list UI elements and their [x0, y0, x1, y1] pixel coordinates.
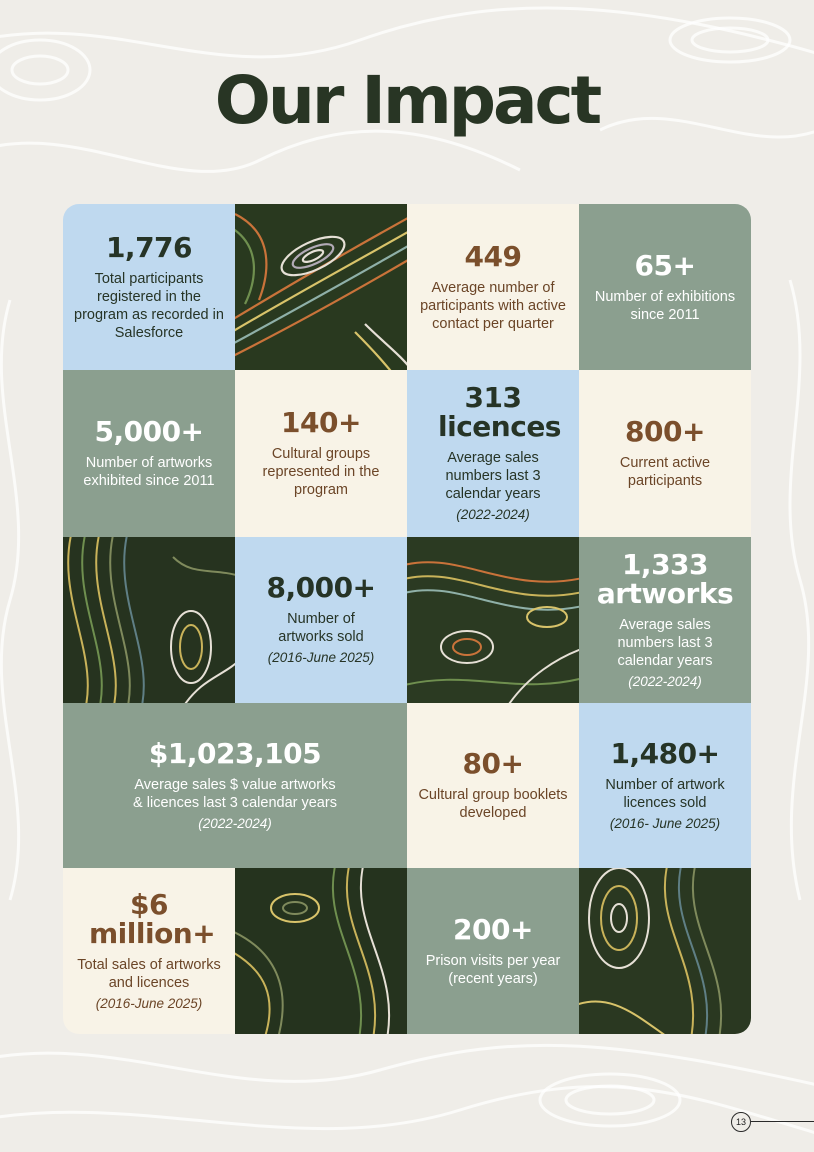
stat-value: 313 licences [438, 381, 561, 443]
stat-description: Average number of participants with active contact per quarter [420, 279, 566, 332]
artwork-3-painting [407, 537, 579, 703]
footer-rule [751, 1121, 814, 1122]
artwork-3 [407, 537, 579, 703]
stat-value: 1,333 artworks [596, 547, 734, 610]
stat-description: Average sales numbers last 3 calendar years [445, 450, 541, 502]
stat-tile-artworks-sold [235, 537, 407, 703]
stat-value: $1,023,105 [148, 736, 322, 770]
stat-value: 5,000+ [94, 415, 204, 448]
page-number: 13 [731, 1112, 751, 1132]
artwork-1-painting [235, 204, 407, 370]
stat-description: Cultural group booklets developed [418, 787, 568, 821]
stat-tile-cultural-groups [235, 370, 407, 537]
stat-tile-artworks-exhibited [63, 370, 235, 537]
stat-value: 800+ [625, 415, 705, 448]
stat-value: 8,000+ [266, 571, 376, 604]
stat-description: Number of artwork licences sold [605, 776, 725, 811]
artwork-2-painting [63, 537, 235, 703]
stat-description: Number of artworks sold [278, 611, 364, 645]
stat-description: Current active participants [619, 455, 711, 489]
stat-value: $6 million+ [89, 887, 216, 950]
stat-note: (2022-2024) [628, 673, 702, 689]
stat-tile-exhibitions [579, 204, 751, 370]
impact-stats-grid [63, 204, 751, 1034]
stat-description: Number of exhibitions since 2011 [594, 288, 736, 323]
stat-tile-artworks-average [579, 537, 751, 703]
stat-description: Number of artworks exhibited since 2011 [83, 455, 215, 489]
artwork-5-painting [579, 868, 751, 1034]
page-footer [731, 1112, 814, 1132]
stat-note: (2016-June 2025) [267, 650, 375, 665]
stat-description: Prison visits per year (recent years) [425, 952, 561, 987]
stat-description: Average sales $ value artworks & licences last 3 calendar years [133, 776, 337, 811]
stat-description: Average sales numbers last 3 calendar years [617, 616, 713, 669]
stat-value: 1,480+ [610, 736, 720, 770]
stat-description: Total participants registered in the program as recorded in Salesforce [74, 270, 224, 341]
page-title: Our Impact [214, 62, 600, 139]
stat-description: Total sales of artworks and licences [77, 956, 221, 991]
stat-tile-licences-sold [579, 703, 751, 868]
stat-note: (2016-June 2025) [95, 995, 203, 1011]
stat-value: 140+ [281, 406, 361, 439]
stat-value: 65+ [634, 248, 696, 282]
stat-tile-total-participants [63, 204, 235, 370]
stat-tile-active-participants [579, 370, 751, 537]
stat-value: 1,776 [105, 230, 193, 264]
artwork-4 [235, 868, 407, 1034]
stat-note: (2022-2024) [456, 507, 530, 522]
artwork-5 [579, 868, 751, 1034]
stat-tile-sales-value [63, 703, 407, 868]
stat-tile-active-contact [407, 204, 579, 370]
stat-tile-booklets [407, 703, 579, 868]
stat-description: Cultural groups represented in the program [262, 446, 380, 498]
stat-value: 80+ [462, 747, 524, 780]
stat-tile-licences [407, 370, 579, 537]
artwork-2 [63, 537, 235, 703]
stat-tile-prison-visits [407, 868, 579, 1034]
stat-note: (2016- June 2025) [609, 815, 721, 831]
stat-value: 449 [464, 239, 522, 273]
stat-tile-total-sales [63, 868, 235, 1034]
artwork-1 [235, 204, 407, 370]
stat-value: 200+ [453, 912, 533, 946]
stat-note: (2022-2024) [198, 815, 272, 831]
artwork-4-painting [235, 868, 407, 1034]
